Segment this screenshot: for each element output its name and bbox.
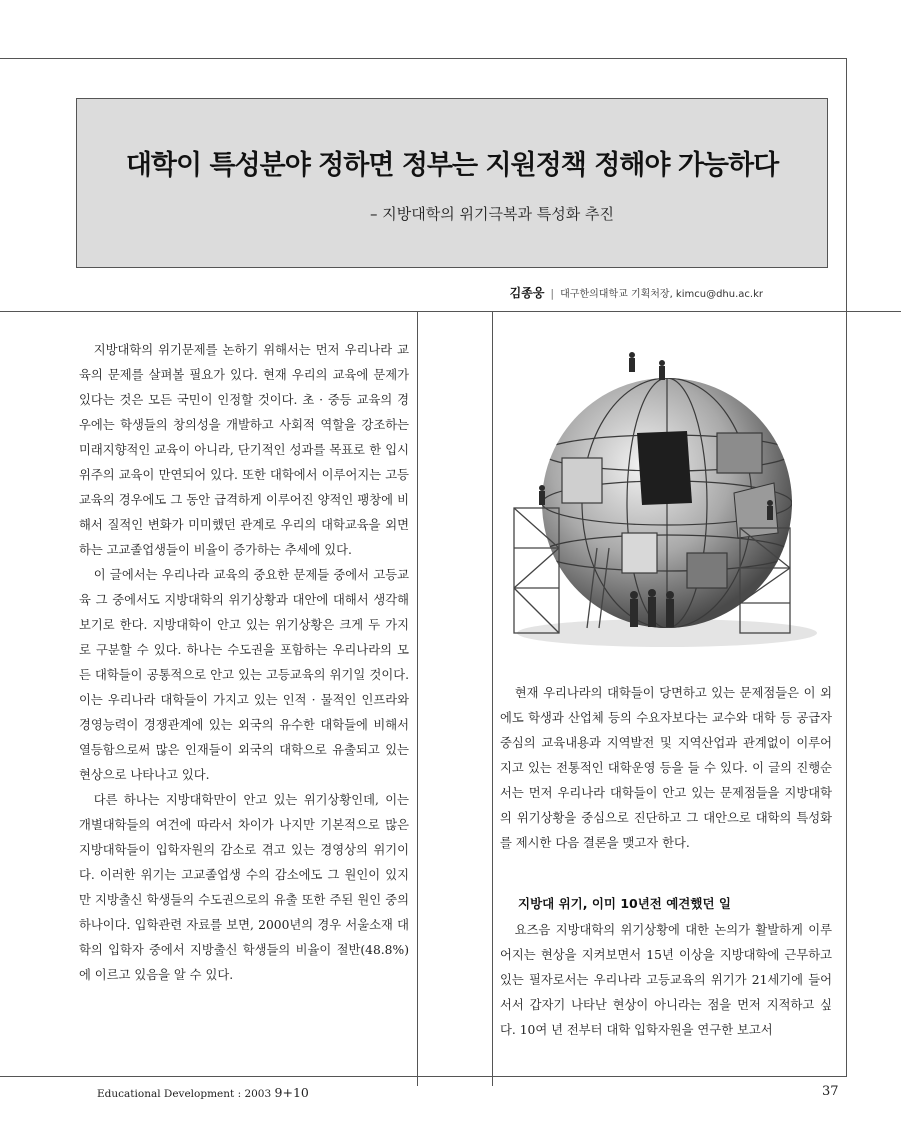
footer-rule: [0, 1076, 847, 1077]
author-byline: [510, 284, 763, 301]
paragraph: 현재 우리나라의 대학들이 당면하고 있는 문제점들은 이 외에도 학생과 산업체 등의 수요자보다는 교수와 대학 등 공급자 중심의 교육내용과 지역발전 및 지역산업과 관계없이 이루어지고 있는 전통적인 대학운영 등을 들 수 있다. 이 글의 진행순서는 먼저 우리나라 대학들이 안고 있는 문제점들을 지방대학의 위기상황을 중심으로 진단하고 그 대안으로 대학의 특성화를 제시한 다음 결론을 맺고자 한다.: [500, 686, 832, 850]
title-box: [76, 98, 828, 268]
right-frame-rule: [846, 58, 847, 1076]
left-column: [79, 338, 409, 988]
paragraph: 요즈음 지방대학의 위기상황에 대한 논의가 활발하게 이루어지는 현상을 지켜보면서 15년 이상을 지방대학에 근무하고 있는 필자로서는 우리나라 고등교육의 위기가 21세기에 들어서서 갑자기 나타난 현상이 아니라는 점을 먼저 지적하고 싶다. 10여 년 전부터 대학 입학자원을 연구한 보고서: [500, 923, 832, 1037]
right-column: [500, 681, 832, 856]
footer-publication: [97, 1085, 309, 1100]
article-title: 대학이 특성분야 정하면 정부는 지원정책 정해야 가능하다: [125, 150, 779, 181]
paragraph: 이 글에서는 우리나라 교육의 중요한 문제들 중에서 고등교육 그 중에서도 지방대학의 위기상황과 대안에 대해서 생각해 보기로 한다. 지방대학이 안고 있는 위기상황은 크게 두 가지로 구분할 수 있다. 하나는 수도권을 포함하는 우리나라의 모든 대학들이 공통적으로 안고 있는 고등교육의 위기일 것이다. 이는 우리나라 대학들이 가지고 있는 인적 · 물적인 인프라와 경영능력이 경쟁관계에 있는 외국의 유수한 대학들에 비해서 열등함으로써 많은 인재들이 외국의 대학으로 유출되고 있는 현상으로 나타나고 있다.: [79, 568, 409, 782]
issue-number: 9+10: [274, 1085, 309, 1100]
article-subtitle: – 지방대학의 위기극복과 특성화 추진: [370, 205, 614, 223]
top-rule: [0, 58, 846, 59]
column-rule-right: [492, 311, 493, 1086]
page-number: 37: [822, 1084, 839, 1099]
paragraph: 지방대학의 위기문제를 논하기 위해서는 먼저 우리나라 교육의 문제를 살펴볼 필요가 있다. 현재 우리의 교육에 문제가 있다는 것은 모든 국민이 인정할 것이다. 초 · 중등 교육의 경우에는 학생들의 창의성을 개발하고 사회적 역할을 강조하는 미래지향적인 교육이 아니라, 단기적인 성과를 목표로 한 입시위주의 교육이 만연되어 있다. 또한 대학에서 이루어지는 고등교육의 경우에도 그 동안 급격하게 이루어진 양적인 팽창에 비해서 질적인 변화가 미미했던 관계로 우리의 대학교육을 외면하는 고교졸업생들이 비율이 증가하는 추세에 있다.: [79, 343, 409, 557]
paragraph: 다른 하나는 지방대학만이 안고 있는 위기상황인데, 이는 개별대학들의 여건에 따라서 차이가 나지만 기본적으로 많은 지방대학들이 입학자원의 감소로 겪고 있는 경영상의 위기이다. 이러한 위기는 고교졸업생 수의 감소에도 그 원인이 있지만 지방출신 학생들의 수도권으로의 유출 또한 주된 원인 중의 하나이다. 입학관련 자료를 보면, 2000년의 경우 서울소재 대학의 입학자 중에서 지방출신 학생들의 비율이 절반(48.8%)에 이르고 있음을 알 수 있다.: [79, 793, 409, 982]
header-bottom-rule: [0, 311, 901, 312]
right-column-section: [500, 918, 832, 1043]
column-rule-left: [417, 311, 418, 1086]
section-heading: 지방대 위기, 이미 10년전 예견했던 일: [518, 896, 731, 911]
publication-name: Educational Development : 2003: [97, 1088, 272, 1100]
globe-construction-illustration: [502, 333, 832, 663]
author-affiliation: 대구한의대학교 기획처장, kimcu@dhu.ac.kr: [560, 289, 763, 300]
author-separator: |: [550, 287, 555, 300]
author-name: 김종웅: [509, 286, 545, 300]
